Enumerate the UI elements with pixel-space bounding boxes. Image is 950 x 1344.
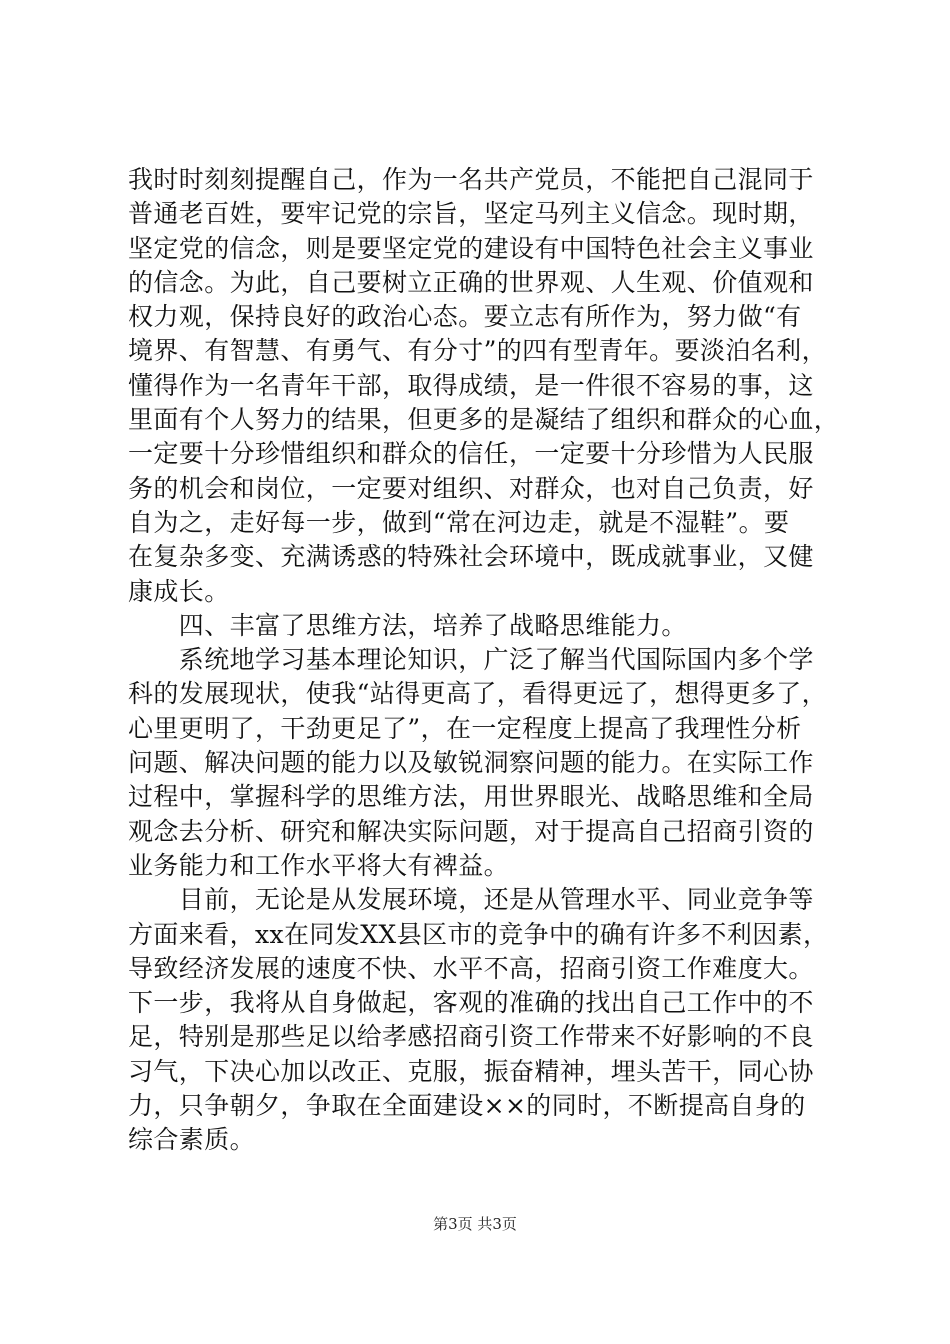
text-line: 综合素质。 [128,1125,256,1155]
text-line: 我时时刻刻提醒自己，作为一名共产党员，不能把自己混同于 [128,165,814,194]
text-line: 科的发展现状，使我“站得更高了，看得更远了，想得更多了， [128,679,827,709]
text-line: 康成长。 [128,576,230,606]
text-line: 一定要十分珍惜组织和群众的信任，一定要十分珍惜为人民服 [128,439,814,469]
text-line: 在复杂多变、充满诱惑的特殊社会环境中，既成就事业，又健 [128,542,814,572]
text-line: 目前，无论是从发展环境，还是从管理水平、同业竞争等 [128,885,814,915]
page-footer: 第3页 共3页 [433,1215,517,1233]
text-line: 业务能力和工作水平将大有裨益。 [128,850,510,880]
text-line: 力，只争朝夕，争取在全面建设××的同时，不断提高自身的 [128,1091,806,1121]
text-line: 问题、解决问题的能力以及敏锐洞察问题的能力。在实际工作 [128,748,814,778]
text-line: 权力观，保持良好的政治心态。要立志有所作为，努力做“有 [128,302,802,332]
text-line: 坚定党的信念，则是要坚定党的建设有中国特色社会主义事业 [128,233,814,263]
text-line: 的信念。为此，自己要树立正确的世界观、人生观、价值观和 [128,267,814,297]
text-line: 足，特别是那些足以给孝感招商引资工作带来不好影响的不良 [128,1022,814,1052]
text-line: 务的机会和岗位，一定要对组织、对群众，也对自己负责，好 [128,473,814,503]
text-line: 四、丰富了思维方法，培养了战略思维能力。 [128,610,687,640]
text-line: 心里更明了，干劲更足了”，在一定程度上提高了我理性分析 [128,713,802,743]
text-line: 普通老百姓，要牢记党的宗旨，坚定马列主义信念。现时期， [128,199,814,229]
text-line: 境界、有智慧、有勇气、有分寸”的四有型青年。要淡泊名利， [128,336,827,366]
text-line: 观念去分析、研究和解决实际问题，对于提高自己招商引资的 [128,816,814,846]
document-body [128,163,844,1158]
text-line: 自为之，走好每一步，做到“常在河边走，就是不湿鞋”。要 [128,507,790,537]
text-line: 习气，下决心加以改正、克服，振奋精神，埋头苦干，同心协 [128,1056,814,1086]
text-line: 懂得作为一名青年干部，取得成绩，是一件很不容易的事，这 [128,370,814,400]
text-line: 里面有个人努力的结果，但更多的是凝结了组织和群众的心血， [128,405,840,435]
text-line: 下一步，我将从自身做起，客观的准确的找出自己工作中的不 [128,988,814,1018]
text-line: 方面来看，xx在同发XX县区市的竞争中的确有许多不利因素， [128,919,829,949]
text-line: 过程中，掌握科学的思维方法，用世界眼光、战略思维和全局 [128,782,814,812]
text-line: 系统地学习基本理论知识，广泛了解当代国际国内多个学 [128,645,814,675]
text-line: 导致经济发展的速度不快、水平不高，招商引资工作难度大。 [128,953,814,983]
